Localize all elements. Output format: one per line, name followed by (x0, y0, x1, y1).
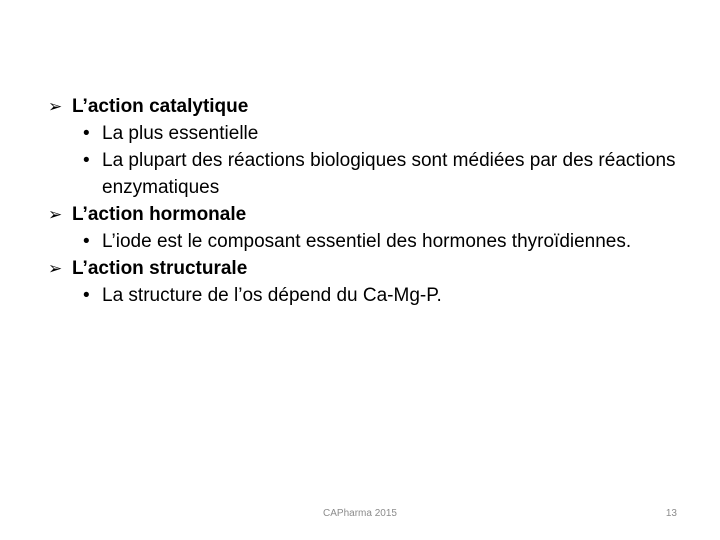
bullet-item (46, 282, 696, 309)
page-number: 13 (665, 508, 677, 519)
bullet-text: La structure de l’os dépend du Ca-Mg-P. (102, 285, 442, 306)
slide-content (46, 93, 696, 309)
bullet-text: La plupart des réactions biologiques sont médiées par des réactions enzymatiques (102, 150, 676, 198)
bullet-text: La plus essentielle (102, 123, 259, 144)
dot-bullet-icon: • (83, 285, 90, 306)
section-heading-structurale (46, 255, 696, 282)
arrow-bullet-icon: ➢ (48, 259, 63, 278)
section-heading-catalytique (46, 93, 696, 120)
section-heading-hormonale (46, 201, 696, 228)
dot-bullet-icon: • (83, 231, 90, 252)
bullet-item (46, 147, 696, 201)
section-heading-text: L’action catalytique (72, 96, 249, 117)
dot-bullet-icon: • (83, 123, 90, 144)
dot-bullet-icon: • (83, 150, 90, 171)
arrow-bullet-icon: ➢ (48, 205, 63, 224)
section-heading-text: L’action structurale (72, 258, 248, 279)
footer-text: CAPharma 2015 (323, 508, 397, 519)
bullet-item (46, 228, 696, 255)
arrow-bullet-icon: ➢ (48, 97, 63, 116)
bullet-text: L’iode est le composant essentiel des hormones thyroïdiennes. (102, 231, 632, 252)
section-heading-text: L’action hormonale (72, 204, 247, 225)
bullet-item (46, 120, 696, 147)
